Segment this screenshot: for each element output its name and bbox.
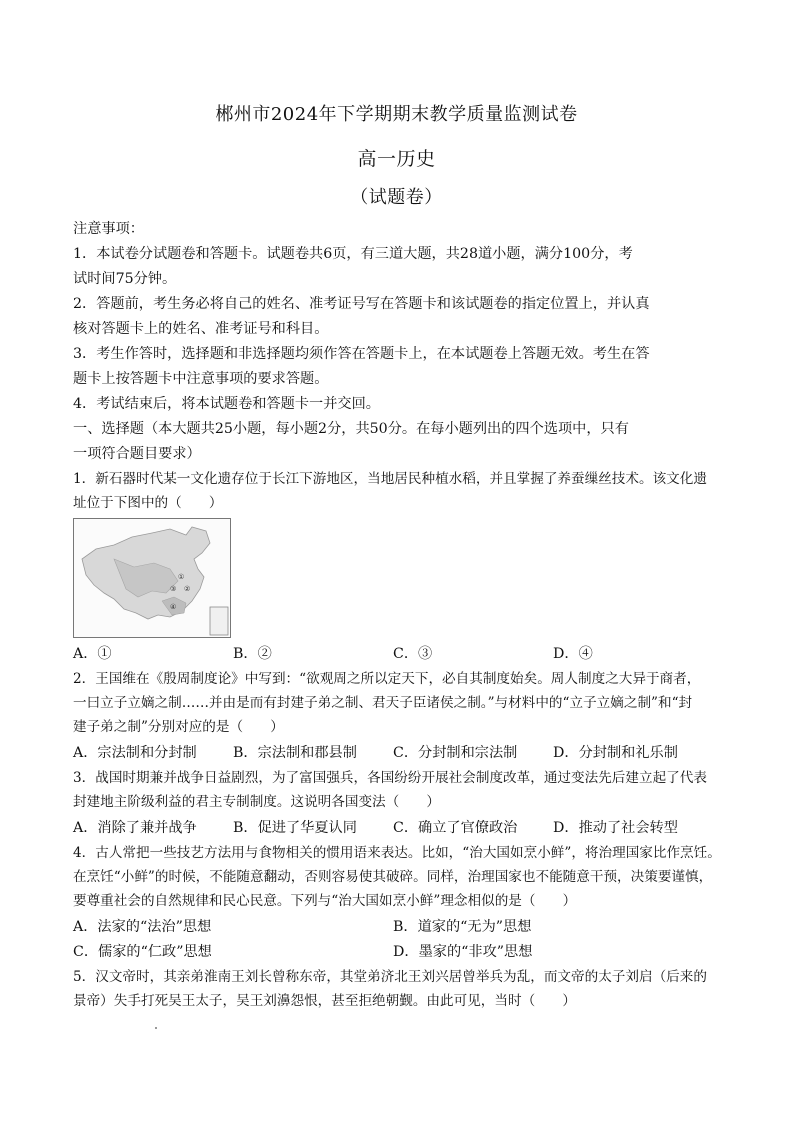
question-2-text: 一曰立子立嫡之制……并由是而有封建子弟之制、君天子臣诸侯之制。”与材料中的“立子立嫡之制”和“封: [73, 695, 693, 711]
notice-heading: 注意事项：: [73, 221, 144, 237]
exam-subject: 高一历史: [357, 148, 436, 170]
question-1-option-b[interactable]: B．②: [233, 646, 272, 662]
question-1-text: 1．新石器时代某一文化遗存位于长江下游地区，当地居民种植水稻，并且掌握了养蚕缫丝技术。该文化遗: [73, 471, 707, 487]
question-1-text: 址位于下图中的（ ）: [73, 495, 223, 511]
notice-line: 核对答题卡上的姓名、准考证号和科目。: [73, 321, 329, 337]
question-4-option-d[interactable]: D．墨家的“非攻”思想: [393, 944, 533, 960]
question-3-option-a[interactable]: A．消除了兼并战争: [73, 820, 197, 836]
notice-line: 4．考试结束后，将本试题卷和答题卡一并交回。: [73, 396, 380, 412]
question-5-text: 景帝）失手打死吴王太子，吴王刘濞怨恨，甚至拒绝朝觐。由此可见，当时（ ）: [73, 993, 576, 1009]
question-1-option-d[interactable]: D．④: [553, 646, 593, 662]
notice-line: 1．本试卷分试题卷和答题卡。试题卷共6页，有三道大题，共28道小题，满分100分，考: [73, 246, 633, 262]
south-sea-inset: [210, 607, 228, 635]
question-2-option-a[interactable]: A．宗法制和分封制: [73, 745, 197, 761]
question-4-option-c[interactable]: C．儒家的“仁政”思想: [73, 944, 212, 960]
question-2-option-d[interactable]: D．分封制和礼乐制: [553, 745, 678, 761]
exam-title: 郴州市2024年下学期期末教学质量监测试卷: [215, 104, 578, 125]
china-map-figure: [73, 518, 231, 638]
map-marker-1: ①: [178, 573, 185, 581]
notice-line: 2．答题前，考生务必将自己的姓名、准考证号写在答题卡和该试题卷的指定位置上，并认真: [73, 296, 650, 312]
question-3-option-b[interactable]: B．促进了华夏认同: [233, 820, 357, 836]
question-3-text: 3．战国时期兼并战争日益剧烈，为了富国强兵，各国纷纷开展社会制度改革，通过变法先后建立起了代表: [73, 770, 707, 786]
map-graphic: [74, 519, 230, 637]
question-1-option-c[interactable]: C．③: [393, 646, 433, 662]
scan-speck: [155, 1027, 157, 1029]
question-3-text: 封建地主阶级利益的君主专制制度。这说明各国变法（ ）: [73, 794, 441, 810]
map-marker-2: ②: [184, 585, 191, 593]
exam-volume-label: （试题卷）: [350, 187, 443, 208]
notice-line: 3．考生作答时，选择题和非选择题均须作答在答题卡上，在本试题卷上答题无效。考生在答: [73, 346, 650, 362]
question-2-option-b[interactable]: B．宗法制和郡县制: [233, 745, 357, 761]
question-3-option-c[interactable]: C．确立了官僚政治: [393, 820, 518, 836]
question-2-text: 建子弟之制”分别对应的是（ ）: [73, 719, 284, 735]
question-4-option-a[interactable]: A．法家的“法治”思想: [73, 919, 212, 935]
question-1-option-a[interactable]: A．①: [73, 646, 112, 662]
question-4-option-b[interactable]: B．道家的“无为”思想: [393, 919, 532, 935]
question-3-option-d[interactable]: D．推动了社会转型: [553, 820, 678, 836]
question-4-text: 在烹饪“小鲜”的时候，不能随意翻动，否则容易使其破碎。同样，治理国家也不能随意干预，决策要谨慎，: [73, 869, 713, 885]
question-4-text: 要尊重社会的自然规律和民心民意。下列与“治大国如烹小鲜”理念相似的是（ ）: [73, 893, 577, 909]
notice-line: 题卡上按答题卡中注意事项的要求答题。: [73, 371, 329, 387]
map-marker-3: ③: [170, 585, 177, 593]
question-2-text: 2．王国维在《殷周制度论》中写到：“欲观周之所以定天下，必自其制度始矣。周人制度之大异于商者，: [73, 671, 701, 687]
question-2-option-c[interactable]: C．分封制和宗法制: [393, 745, 518, 761]
question-5-text: 5．汉文帝时，其亲弟淮南王刘长曾称东帝，其堂弟济北王刘兴居曾举兵为乱，而文帝的太子刘启（后来的: [73, 969, 707, 985]
question-4-text: 4．古人常把一些技艺方法用与食物相关的惯用语来表达。比如，“治大国如烹小鲜”，将治理国家比作烹饪。: [73, 845, 721, 861]
notice-line: 试时间75分钟。: [73, 271, 177, 287]
section-heading: 一、选择题（本大题共25小题，每小题2分，共50分。在每小题列出的四个选项中，只有: [73, 421, 629, 437]
section-heading: 一项符合题目要求）: [73, 446, 201, 462]
map-marker-4: ④: [170, 603, 177, 611]
